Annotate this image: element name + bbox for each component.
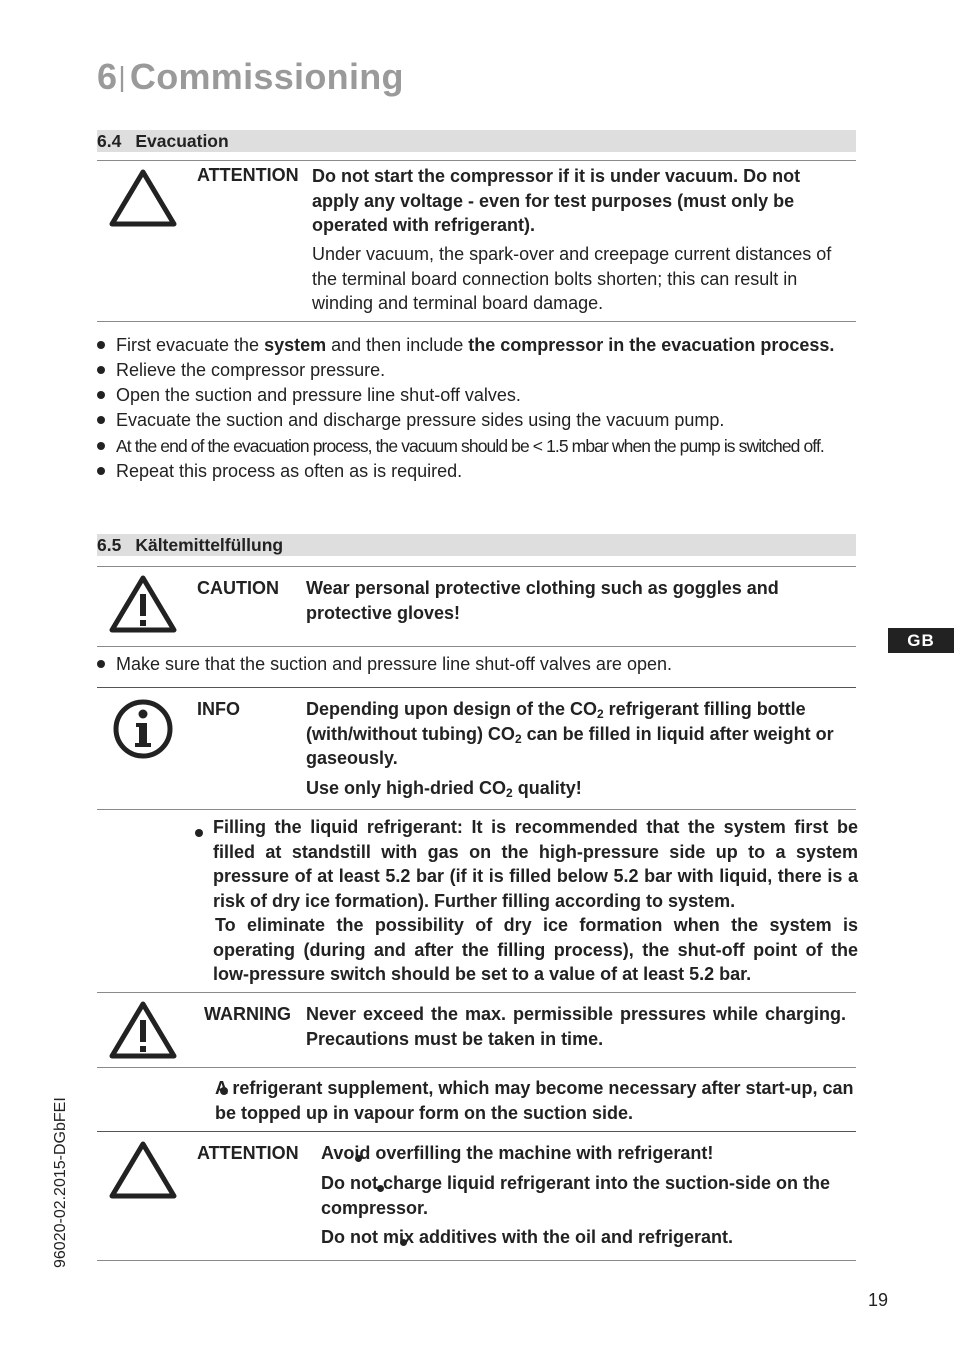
list-item: Relieve the compressor pressure. [97,360,385,381]
caution-label: CAUTION [197,578,279,598]
bullet-icon [97,467,105,475]
divider [97,992,856,993]
bullet-icon [97,660,105,668]
chapter-heading [97,56,404,98]
info-icon [111,697,175,761]
filling-paragraph-1: Filling the liquid refrigerant: It is recommended that the system first be filled at standstill with gas on the high-pressure side up to a system pressure of at least 5.2 bar (if it is filled below 5.2 bar with liquid, there is a risk of dry ice formation). Further filling according to system. [213,817,858,911]
page-number: 19 [868,1290,889,1310]
warning-exclamation-icon [107,572,179,636]
list-item: First evacuate the system and then include the compressor in the evacuation process. [97,335,834,356]
divider [97,1131,856,1132]
document-code: 96020-02.2015-DGbFEI [52,1097,69,1268]
filling-paragraph-2: To eliminate the possibility of dry ice formation when the system is operating (during and after the filling process), the shut-off point of the low-pressure switch should be set to a value of at least 5.2 bar. [213,915,858,984]
valves-step-list [97,654,877,680]
section-title: Evacuation [135,131,229,151]
attention-bold-text: Do not start the compressor if it is under vacuum. Do not apply any voltage - even for test purposes (must only be operated with refrigerant). [312,166,801,235]
divider [97,1260,856,1261]
bullet-icon [97,341,105,349]
caution-text: Wear personal protective clothing such as goggles and protective gloves! [306,578,779,623]
attention-label: ATTENTION [197,1143,299,1163]
list-item: At the end of the evacuation process, the vacuum should be < 1.5 mbar when the pump is switched off. [97,436,824,457]
divider [97,160,856,161]
section-6-5-header [97,534,856,556]
section-6-4-header [97,130,856,152]
warning-exclamation-icon [107,998,179,1062]
chapter-number: 6 [97,56,118,97]
divider [97,687,856,688]
chapter-separator: | [118,61,126,92]
list-item: Make sure that the suction and pressure line shut-off valves are open. [97,654,672,675]
divider [97,321,856,322]
section-number: 6.4 [97,131,122,151]
info-label: INFO [197,699,240,719]
section-number: 6.5 [97,535,122,555]
supplement-text: A refrigerant supplement, which may become necessary after start-up, can be topped up in vapour form on the suction side. [215,1078,854,1123]
bullet-icon [195,829,203,837]
divider [97,809,856,810]
attention-item: Do not mix additives with the oil and refrigerant. [321,1227,734,1247]
warning-triangle-icon [107,166,179,230]
attention-item: Avoid overfilling the machine with refrigerant! [321,1143,714,1163]
attention-item: Do not charge liquid refrigerant into the suction-side on the compressor. [321,1173,831,1218]
warning-text: Never exceed the max. permissible pressures while charging. Precautions must be taken in time. [306,1004,846,1049]
bullet-icon [97,442,105,450]
divider [97,566,856,567]
bullet-icon [97,391,105,399]
language-tab: GB [888,628,954,653]
bullet-icon [97,366,105,374]
info-quality-note: Use only high-dried $CO_2$ quality! [306,778,582,800]
warning-triangle-icon [107,1138,179,1202]
list-item: Open the suction and pressure line shut-off valves. [97,385,521,406]
bullet-icon [97,416,105,424]
info-text: Depending upon design of the $CO_2$ refrigerant filling bottle (with/without tubing) $CO_2$ can be filled in liquid after weight or gaseously. [306,699,834,768]
divider [97,1067,856,1068]
evacuation-steps-list [97,335,877,485]
chapter-title: Commissioning [129,56,404,97]
list-item: Repeat this process as often as is required. [97,461,462,482]
list-item: Evacuate the suction and discharge pressure sides using the vacuum pump. [97,410,724,431]
divider [97,646,856,647]
section-title: Kältemittelfüllung [135,535,284,555]
attention-detail-text: Under vacuum, the spark-over and creepage current distances of the terminal board connection bolts shorten; this can result in winding and terminal board damage. [312,244,832,313]
attention-label: ATTENTION [197,165,299,185]
warning-label: WARNING [204,1004,291,1024]
